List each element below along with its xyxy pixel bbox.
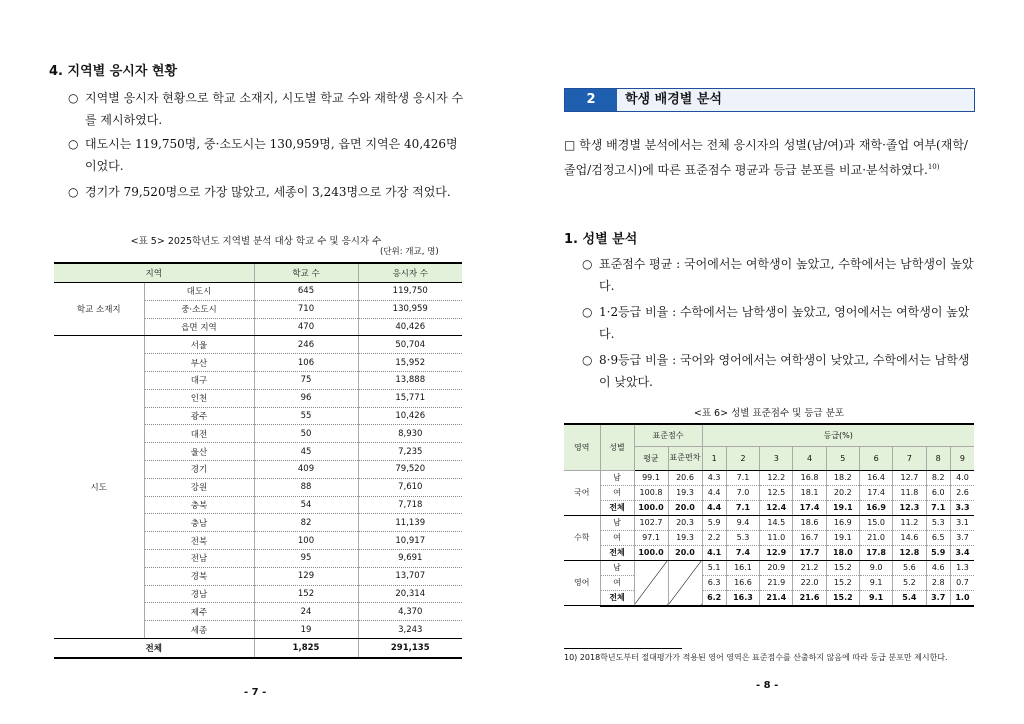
cell: 13,888 <box>358 371 462 389</box>
grade-cell: 18.6 <box>793 515 826 530</box>
grade-cell: 16.1 <box>726 560 759 575</box>
empty-mean-cell <box>634 560 668 606</box>
grade-cell: 5.9 <box>926 545 950 560</box>
group-label: 학교 소재지 <box>54 283 144 336</box>
cell: 강원 <box>144 478 254 496</box>
grade-cell: 12.7 <box>893 470 926 485</box>
grade-cell: 21.6 <box>793 590 826 606</box>
header-gender: 성별 <box>600 424 634 470</box>
cell: 54 <box>254 496 358 514</box>
grade-cell: 9.0 <box>859 560 892 575</box>
section-heading: 4. 지역별 응시자 현황 <box>49 64 178 79</box>
grade-cell: 6.0 <box>926 485 950 500</box>
table-row <box>564 590 974 606</box>
grade-cell: 18.2 <box>826 470 859 485</box>
grade-cell: 4.1 <box>702 545 726 560</box>
grade-cell: 21.4 <box>760 590 793 606</box>
grade-cell: 15.2 <box>826 575 859 590</box>
cell: 50,704 <box>358 336 462 354</box>
bullet-mark: ○ <box>582 257 593 271</box>
grade-cell: 16.9 <box>859 500 892 515</box>
bullet-mark: ○ <box>582 353 593 367</box>
grade-cell: 2.6 <box>950 485 974 500</box>
cell: 106 <box>254 354 358 372</box>
cell: 중·소도시 <box>144 300 254 318</box>
grade-cell: 16.9 <box>826 515 859 530</box>
subject-label: 수학 <box>564 515 600 560</box>
header-grade-col: 6 <box>859 446 892 470</box>
header-grade-col: 4 <box>793 446 826 470</box>
table-row <box>564 545 974 560</box>
grade-cell: 19.1 <box>826 530 859 545</box>
cell: 대구 <box>144 371 254 389</box>
cell: 서울 <box>144 336 254 354</box>
header-grade-col: 7 <box>893 446 926 470</box>
cell: 20,314 <box>358 585 462 603</box>
sd-cell: 20.0 <box>668 545 702 560</box>
grade-cell: 7.1 <box>926 500 950 515</box>
table-unit: (단위: 개교, 명) <box>380 247 439 257</box>
grade-cell: 16.6 <box>726 575 759 590</box>
cell: 대도시 <box>144 283 254 301</box>
cell: 9,691 <box>358 549 462 567</box>
sd-cell: 19.3 <box>668 530 702 545</box>
gender-cell: 전체 <box>600 500 634 515</box>
cell: 부산 <box>144 354 254 372</box>
header-examinees: 응시자 수 <box>358 263 462 283</box>
gender-cell: 남 <box>600 470 634 485</box>
cell: 645 <box>254 283 358 301</box>
grade-cell: 7.0 <box>726 485 759 500</box>
page-number: - 7 - <box>244 687 267 698</box>
empty-sd-cell <box>668 560 702 606</box>
header-grade-col: 1 <box>702 446 726 470</box>
cell: 4,370 <box>358 603 462 621</box>
grade-cell: 12.5 <box>760 485 793 500</box>
mean-cell: 100.8 <box>634 485 668 500</box>
table-row <box>564 530 974 545</box>
grade-cell: 1.0 <box>950 590 974 606</box>
header-grade-col: 8 <box>926 446 950 470</box>
grade-cell: 16.3 <box>726 590 759 606</box>
header-grade-col: 3 <box>760 446 793 470</box>
gender-cell: 여 <box>600 575 634 590</box>
section-title: 학생 배경별 분석 <box>625 92 722 107</box>
grade-cell: 17.4 <box>793 500 826 515</box>
mean-cell: 100.0 <box>634 545 668 560</box>
grade-cell: 7.1 <box>726 470 759 485</box>
header-schools: 학교 수 <box>254 263 358 283</box>
header-sd: 표준편차 <box>668 446 702 470</box>
grade-cell: 5.3 <box>926 515 950 530</box>
grade-cell: 4.3 <box>702 470 726 485</box>
grade-cell: 16.8 <box>793 470 826 485</box>
table-row <box>564 485 974 500</box>
table-caption: <표 6> 성별 표준점수 및 등급 분포 <box>693 408 845 419</box>
grade-cell: 11.8 <box>893 485 926 500</box>
cell: 전남 <box>144 549 254 567</box>
table-row <box>54 283 462 301</box>
grade-cell: 1.3 <box>950 560 974 575</box>
grade-cell: 5.2 <box>893 575 926 590</box>
grade-cell: 3.4 <box>950 545 974 560</box>
grade-cell: 5.1 <box>702 560 726 575</box>
grade-cell: 21.2 <box>793 560 826 575</box>
cell: 전체 <box>54 638 254 658</box>
cell: 82 <box>254 514 358 532</box>
subject-label: 영어 <box>564 560 600 606</box>
grade-cell: 4.0 <box>950 470 974 485</box>
grade-cell: 15.0 <box>859 515 892 530</box>
cell: 경남 <box>144 585 254 603</box>
grade-cell: 14.5 <box>760 515 793 530</box>
grade-cell: 12.9 <box>760 545 793 560</box>
grade-cell: 4.4 <box>702 485 726 500</box>
grade-cell: 6.2 <box>702 590 726 606</box>
grade-cell: 19.1 <box>826 500 859 515</box>
grade-cell: 21.0 <box>859 530 892 545</box>
header-area: 영역 <box>564 424 600 470</box>
gender-cell: 전체 <box>600 545 634 560</box>
cell: 10,426 <box>358 407 462 425</box>
intro-text: □ 학생 배경별 분석에서는 전체 응시자의 성별(남/여)과 재학·졸업 여부(재학/졸업/검정고시)에 따른 표준점수 평균과 등급 분포를 비교·분석하였다. <box>564 138 968 177</box>
grade-cell: 21.9 <box>760 575 793 590</box>
intro-paragraph <box>564 134 976 181</box>
grade-cell: 22.0 <box>793 575 826 590</box>
bullet-text: 지역별 응시자 현황으로 학교 소재지, 시도별 학교 수와 재학생 응시자 수를 제시하였다. <box>85 91 464 127</box>
gender-table <box>564 423 974 607</box>
cell: 96 <box>254 389 358 407</box>
grade-cell: 9.1 <box>859 575 892 590</box>
grade-cell: 18.0 <box>826 545 859 560</box>
grade-cell: 5.4 <box>893 590 926 606</box>
cell: 100 <box>254 532 358 550</box>
gender-cell: 여 <box>600 485 634 500</box>
cell: 7,718 <box>358 496 462 514</box>
section-number: 2 <box>565 89 617 111</box>
bullet-text: 1·2등급 비율 : 수학에서는 남학생이 높았고, 영어에서는 여학생이 높았다. <box>599 305 970 341</box>
footnote-divider <box>564 648 682 649</box>
region-table-body <box>54 283 462 639</box>
grade-cell: 8.2 <box>926 470 950 485</box>
bullet-text: 8·9등급 비율 : 국어와 영어에서는 여학생이 낮았고, 수학에서는 남학생이 낮았다. <box>599 353 970 389</box>
cell: 7,235 <box>358 443 462 461</box>
header-grade-col: 9 <box>950 446 974 470</box>
bullet-text: 경기가 79,520명으로 가장 많았고, 세종이 3,243명으로 가장 적었다. <box>85 185 451 199</box>
gender-cell: 여 <box>600 530 634 545</box>
cell: 409 <box>254 460 358 478</box>
header-region: 지역 <box>54 263 254 283</box>
cell: 인천 <box>144 389 254 407</box>
mean-cell: 100.0 <box>634 500 668 515</box>
subheading: 1. 성별 분석 <box>564 232 638 247</box>
grade-cell: 5.9 <box>702 515 726 530</box>
cell: 246 <box>254 336 358 354</box>
cell: 129 <box>254 567 358 585</box>
grade-cell: 3.3 <box>950 500 974 515</box>
cell: 충북 <box>144 496 254 514</box>
footnote: 10) 2018학년도부터 절대평가가 적용된 영어 영역은 표준점수를 산출하지 않음에 따라 등급 분포만 제시한다. <box>564 653 948 662</box>
mean-cell: 99.1 <box>634 470 668 485</box>
region-table <box>54 262 462 659</box>
cell: 15,952 <box>358 354 462 372</box>
bullet-text: 표준점수 평균 : 국어에서는 여학생이 높았고, 수학에서는 남학생이 높았다. <box>599 257 974 293</box>
cell: 광주 <box>144 407 254 425</box>
grade-cell: 7.1 <box>726 500 759 515</box>
table-row <box>54 336 462 354</box>
grade-cell: 7.4 <box>726 545 759 560</box>
sd-cell: 19.3 <box>668 485 702 500</box>
grade-cell: 5.3 <box>726 530 759 545</box>
bullet-mark: ○ <box>68 185 79 199</box>
header-grade: 등급(%) <box>702 424 974 446</box>
cell: 40,426 <box>358 318 462 336</box>
cell: 3,243 <box>358 621 462 639</box>
grade-cell: 11.0 <box>760 530 793 545</box>
cell: 1,825 <box>254 638 358 658</box>
grade-cell: 3.7 <box>926 590 950 606</box>
bullet-mark: ○ <box>68 91 79 105</box>
page-number: - 8 - <box>756 680 779 691</box>
grade-cell: 5.6 <box>893 560 926 575</box>
grade-cell: 9.4 <box>726 515 759 530</box>
table-row <box>564 575 974 590</box>
table-row <box>564 470 974 485</box>
grade-cell: 4.4 <box>702 500 726 515</box>
cell: 제주 <box>144 603 254 621</box>
footnote-ref: 10) <box>927 163 940 171</box>
grade-cell: 2.2 <box>702 530 726 545</box>
cell: 119,750 <box>358 283 462 301</box>
cell: 7,610 <box>358 478 462 496</box>
subject-label: 국어 <box>564 470 600 515</box>
grade-cell: 15.2 <box>826 560 859 575</box>
cell: 19 <box>254 621 358 639</box>
grade-cell: 11.2 <box>893 515 926 530</box>
grade-cell: 17.4 <box>859 485 892 500</box>
grade-cell: 0.7 <box>950 575 974 590</box>
table-row <box>564 560 974 575</box>
cell: 세종 <box>144 621 254 639</box>
cell: 충남 <box>144 514 254 532</box>
grade-cell: 14.6 <box>893 530 926 545</box>
section-title-box <box>564 88 975 112</box>
sd-cell: 20.3 <box>668 515 702 530</box>
mean-cell: 102.7 <box>634 515 668 530</box>
grade-cell: 2.8 <box>926 575 950 590</box>
cell: 15,771 <box>358 389 462 407</box>
grade-cell: 6.3 <box>702 575 726 590</box>
cell: 10,917 <box>358 532 462 550</box>
mean-cell: 97.1 <box>634 530 668 545</box>
grade-cell: 20.2 <box>826 485 859 500</box>
cell: 13,707 <box>358 567 462 585</box>
cell: 710 <box>254 300 358 318</box>
grade-cell: 3.1 <box>950 515 974 530</box>
bullet-mark: ○ <box>68 137 79 151</box>
grade-cell: 12.2 <box>760 470 793 485</box>
header-mean: 평균 <box>634 446 668 470</box>
cell: 울산 <box>144 443 254 461</box>
sd-cell: 20.0 <box>668 500 702 515</box>
grade-cell: 6.5 <box>926 530 950 545</box>
group-label: 시도 <box>54 336 144 639</box>
header-grade-col: 5 <box>826 446 859 470</box>
header-grade-col: 2 <box>726 446 759 470</box>
grade-cell: 3.7 <box>950 530 974 545</box>
cell: 대전 <box>144 425 254 443</box>
gender-cell: 전체 <box>600 590 634 606</box>
bullet-mark: ○ <box>582 305 593 319</box>
table-row <box>564 515 974 530</box>
total-row <box>54 638 462 658</box>
cell: 79,520 <box>358 460 462 478</box>
cell: 75 <box>254 371 358 389</box>
grade-cell: 17.7 <box>793 545 826 560</box>
cell: 95 <box>254 549 358 567</box>
cell: 88 <box>254 478 358 496</box>
bullet-text: 대도시는 119,750명, 중·소도시는 130,959명, 읍면 지역은 40,426명이었다. <box>85 137 458 173</box>
grade-cell: 12.3 <box>893 500 926 515</box>
grade-cell: 15.2 <box>826 590 859 606</box>
grade-cell: 20.9 <box>760 560 793 575</box>
cell: 152 <box>254 585 358 603</box>
cell: 130,959 <box>358 300 462 318</box>
grade-cell: 16.4 <box>859 470 892 485</box>
grade-cell: 12.4 <box>760 500 793 515</box>
grade-cell: 16.7 <box>793 530 826 545</box>
grade-cell: 12.8 <box>893 545 926 560</box>
cell: 경북 <box>144 567 254 585</box>
cell: 11,139 <box>358 514 462 532</box>
grade-cell: 18.1 <box>793 485 826 500</box>
cell: 45 <box>254 443 358 461</box>
cell: 470 <box>254 318 358 336</box>
grade-cell: 4.6 <box>926 560 950 575</box>
grade-cell: 17.8 <box>859 545 892 560</box>
cell: 8,930 <box>358 425 462 443</box>
grade-cell: 9.1 <box>859 590 892 606</box>
table-caption: <표 5> 2025학년도 지역별 분석 대상 학교 수 및 응시자 수 <box>130 236 382 247</box>
gender-table-body <box>564 470 974 606</box>
cell: 읍면 지역 <box>144 318 254 336</box>
gender-cell: 남 <box>600 515 634 530</box>
table-row <box>564 500 974 515</box>
cell: 24 <box>254 603 358 621</box>
cell: 291,135 <box>358 638 462 658</box>
cell: 50 <box>254 425 358 443</box>
cell: 55 <box>254 407 358 425</box>
cell: 전북 <box>144 532 254 550</box>
sd-cell: 20.6 <box>668 470 702 485</box>
header-std-score: 표준점수 <box>634 424 702 446</box>
cell: 경기 <box>144 460 254 478</box>
gender-cell: 남 <box>600 560 634 575</box>
